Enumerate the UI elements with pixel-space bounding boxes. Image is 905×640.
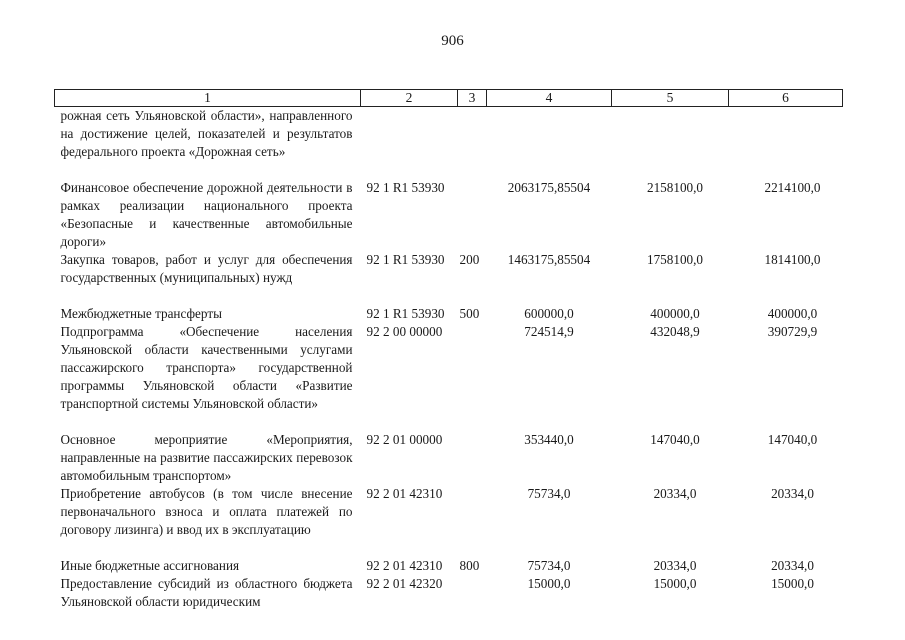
row-value-col6: 20334,0 [771, 485, 814, 501]
table-row [55, 107, 843, 179]
row-value-col5: 432048,9 [650, 323, 700, 339]
row-expense-type: 800 [459, 557, 480, 573]
budget-table [54, 89, 843, 611]
row-value-col6: 1814100,0 [764, 251, 821, 267]
row-name: Подпрограмма «Обеспечение населения Ульяновской области качественными услугами пассажирского транспорта» государственной программы Ульяновской области «Развитие транспортной системы Ульяновской области» [60, 323, 353, 411]
row-name: Приобретение автобусов (в том числе внесение первоначального взноса и оплата платежей по договору лизинга) и ввод их в эксплуатацию [60, 485, 353, 537]
row-name: рожная сеть Ульяновской области», направленного на достижение целей, показателей и результатов федерального проекта «Дорожная сеть» [60, 108, 353, 159]
row-value-col5: 20334,0 [653, 485, 697, 501]
table-row [55, 575, 843, 611]
row-name: Закупка товаров, работ и услуг для обеспечения государственных (муниципальных) нужд [60, 251, 353, 285]
row-value-col5 [612, 107, 729, 179]
row-name: Предоставление субсидий из областного бюджета Ульяновской области юридическим [60, 575, 353, 609]
row-value-col6: 2214100,0 [764, 179, 821, 195]
row-value-col5: 400000,0 [650, 305, 700, 321]
row-code: 92 2 00 00000 [366, 323, 443, 339]
row-value-col4: 724514,9 [524, 323, 574, 339]
table-row [55, 557, 843, 575]
row-value-col4: 75734,0 [527, 557, 571, 573]
column-header-4: 4 [487, 90, 612, 107]
row-value-col5: 147040,0 [650, 431, 700, 447]
table-row [55, 251, 843, 305]
page-number: 906 [441, 33, 464, 49]
row-expense-type [458, 575, 487, 611]
row-value-col4: 15000,0 [527, 575, 571, 591]
row-value-col5: 20334,0 [653, 557, 697, 573]
row-code: 92 1 R1 53930 [366, 305, 445, 321]
table-row [55, 179, 843, 251]
table-row [55, 431, 843, 485]
column-header-1: 1 [55, 90, 361, 107]
row-value-col6 [729, 107, 843, 179]
table-row [55, 305, 843, 323]
row-value-col6: 15000,0 [771, 575, 814, 591]
table-row [55, 323, 843, 431]
row-value-col4: 75734,0 [527, 485, 571, 501]
row-value-col4: 353440,0 [524, 431, 574, 447]
row-code [361, 107, 458, 179]
row-value-col6: 20334,0 [771, 557, 814, 573]
row-value-col5: 2158100,0 [646, 179, 704, 195]
row-value-col6: 390729,9 [767, 323, 818, 339]
row-code: 92 1 R1 53930 [366, 179, 445, 195]
row-value-col5: 1758100,0 [646, 251, 704, 267]
row-expense-type [458, 179, 487, 251]
row-value-col5: 15000,0 [653, 575, 697, 591]
column-header-3: 3 [458, 90, 487, 107]
row-name: Финансовое обеспечение дорожной деятельности в рамках реализации национального проекта «Безопасные и качественные автомобильные дороги» [60, 179, 353, 249]
column-header-5: 5 [612, 90, 729, 107]
table-row [55, 485, 843, 557]
row-code: 92 2 01 42310 [366, 485, 443, 501]
row-expense-type [458, 323, 487, 431]
row-code: 92 1 R1 53930 [366, 251, 445, 267]
row-code: 92 2 01 42320 [366, 575, 443, 591]
row-expense-type [458, 485, 487, 557]
column-header-2: 2 [361, 90, 458, 107]
row-expense-type [458, 431, 487, 485]
column-header-6: 6 [729, 90, 843, 107]
row-value-col4 [487, 107, 612, 179]
row-name: Межбюджетные трансферты [60, 305, 222, 321]
row-name: Основное мероприятие «Мероприятия, направленные на развитие пассажирских перевозок автомобильным транспортом» [60, 431, 353, 483]
row-value-col6: 400000,0 [767, 305, 818, 321]
row-expense-type [458, 107, 487, 179]
row-code: 92 2 01 42310 [366, 557, 443, 573]
row-name: Иные бюджетные ассигнования [60, 557, 240, 573]
row-value-col4: 600000,0 [524, 305, 574, 321]
row-value-col6: 147040,0 [767, 431, 818, 447]
row-expense-type: 200 [459, 251, 480, 267]
row-value-col4: 1463175,85504 [507, 251, 591, 267]
row-value-col4: 2063175,85504 [507, 179, 591, 195]
row-code: 92 2 01 00000 [366, 431, 443, 447]
row-expense-type: 500 [459, 305, 480, 321]
table-header-row [55, 90, 843, 107]
